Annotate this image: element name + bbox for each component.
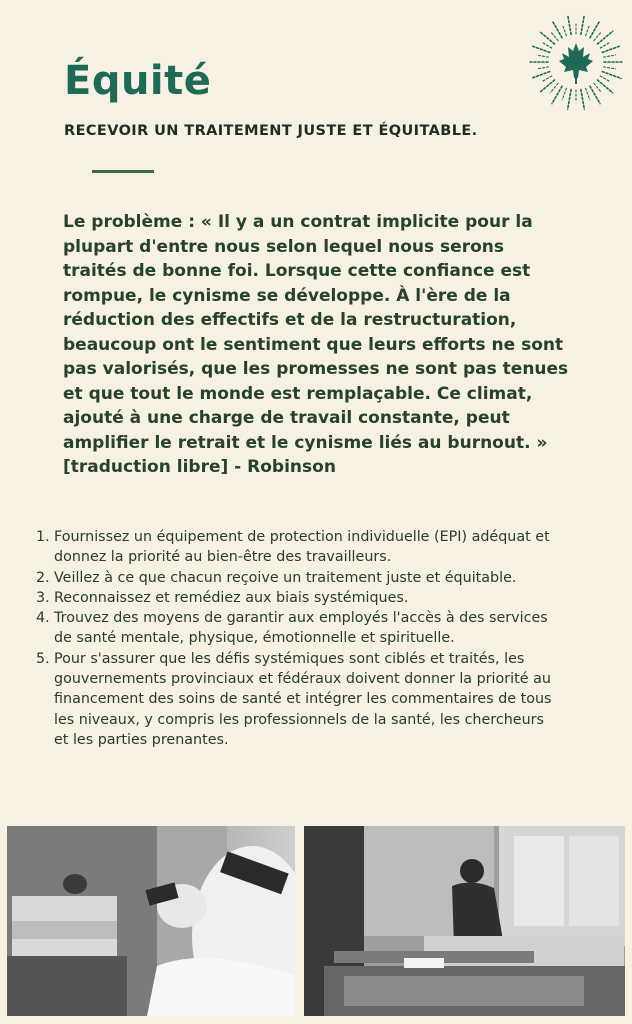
recommendation-number: 1. [36, 529, 50, 545]
recommendation-text [54, 608, 606, 649]
recommendation-number: 4. [36, 610, 50, 627]
recommendation-text [54, 588, 606, 608]
sunburst-ray [604, 67, 616, 69]
sunburst-ray [552, 86, 562, 103]
sunburst-ray [550, 31, 558, 40]
recommendation-line: gouvernements provinciaux et fédéraux doivent donner la priorité au [54, 671, 551, 688]
sunburst-ray [541, 76, 551, 82]
sunburst-ray [594, 31, 602, 40]
recommendation-line: Reconnaissez et remédiez aux biais systémiques. [54, 589, 409, 606]
recommendation-line: Veillez à ce que chacun reçoive un traitement juste et équitable. [54, 569, 517, 586]
recommendation-line: Pour s'assurer que les défis systémiques sont ciblés et traités, les [54, 650, 525, 667]
recommendation-item [36, 527, 606, 568]
recommendation-line: de santé mentale, physique, émotionnelle et spirituelle. [54, 630, 455, 647]
quote-line: traités de bonne foi. Lorsque cette confiance est [63, 261, 531, 281]
recommendation-item [36, 649, 606, 750]
sunburst-ray [590, 20, 600, 37]
quote-line: beaucoup ont le sentiment que leurs efforts ne sont [63, 334, 564, 355]
recommendation-line: financement des soins de santé et intégrer les commentaires de tous [54, 691, 552, 708]
recommendation-number: 5. [36, 650, 50, 667]
sunburst-ray [600, 42, 610, 48]
sunburst-ray [531, 72, 550, 79]
sunburst-ray [568, 15, 571, 35]
sunburst-ray [586, 24, 590, 35]
sunburst-ray [531, 46, 550, 53]
quote-line: rompue, le cynisme se développe. À l'ère de la [63, 285, 511, 306]
recommendation-number: 2. [36, 569, 50, 586]
sunburst-ray [562, 88, 566, 99]
sunburst-ray [581, 15, 584, 35]
quote-line: et que tout le monde est remplaçable. Ce climat, [63, 383, 533, 404]
sunburst-ray [568, 90, 571, 110]
recommendation-line: les niveaux, y compris les professionnels de la santé, les chercheurs [54, 711, 544, 728]
photo-health-worker-ppe [7, 826, 295, 1016]
recommendation-item [36, 608, 606, 649]
recommendation-number: 3. [36, 589, 50, 606]
recommendation-line: Fournissez un équipement de protection individuelle (EPI) adéquat et [54, 529, 550, 545]
sunburst-ray [550, 83, 558, 92]
sunburst-ray [604, 55, 616, 57]
recommendation-line: donnez la priorité au bien-être des travailleurs. [54, 549, 392, 566]
sunburst-ray [602, 72, 621, 79]
recommendation-text [54, 568, 606, 588]
quote-line: amplifier le retrait et le cynisme liés au burnout. » [63, 432, 548, 453]
sunburst-ray [594, 83, 602, 92]
recommendation-text [54, 527, 606, 568]
maple-leaf-sunburst-icon [526, 12, 626, 112]
quote-line: [traduction libre] - Robinson [63, 457, 336, 477]
page-subtitle: RECEVOIR UN TRAITEMENT JUSTE ET ÉQUITABLE. [64, 123, 478, 139]
quote-line: réduction des effectifs et de la restructuration, [63, 310, 517, 330]
recommendations-list [36, 527, 606, 750]
recommendation-line: Trouvez des moyens de garantir aux employés l'accès à des services [54, 610, 548, 627]
sunburst-ray [586, 88, 590, 99]
recommendation-item [36, 568, 606, 588]
quote-line: Le problème : « Il y a un contrat implicite pour la [63, 212, 533, 232]
sunburst-ray [541, 42, 551, 48]
sunburst-ray [581, 90, 584, 110]
recommendation-text [54, 649, 606, 750]
sunburst-ray [552, 20, 562, 37]
quote-line: ajouté à une charge de travail constante, peut [63, 408, 510, 428]
sunburst-ray [537, 55, 549, 57]
photo-nurse-hospital-beds [304, 826, 625, 1016]
page-title: Équité [64, 58, 212, 104]
sunburst-ray [600, 76, 610, 82]
sunburst-ray [590, 86, 600, 103]
recommendation-item [36, 588, 606, 608]
sunburst-ray [537, 67, 549, 69]
recommendation-line: et les parties prenantes. [54, 731, 229, 748]
quote-block [63, 210, 569, 480]
sunburst-ray [602, 46, 621, 53]
quote-line: plupart d'entre nous selon lequel nous serons [63, 236, 504, 257]
sunburst-ray [562, 24, 566, 35]
quote-line: pas valorisés, que les promesses ne sont pas tenues [63, 359, 569, 379]
section-divider [92, 170, 154, 173]
